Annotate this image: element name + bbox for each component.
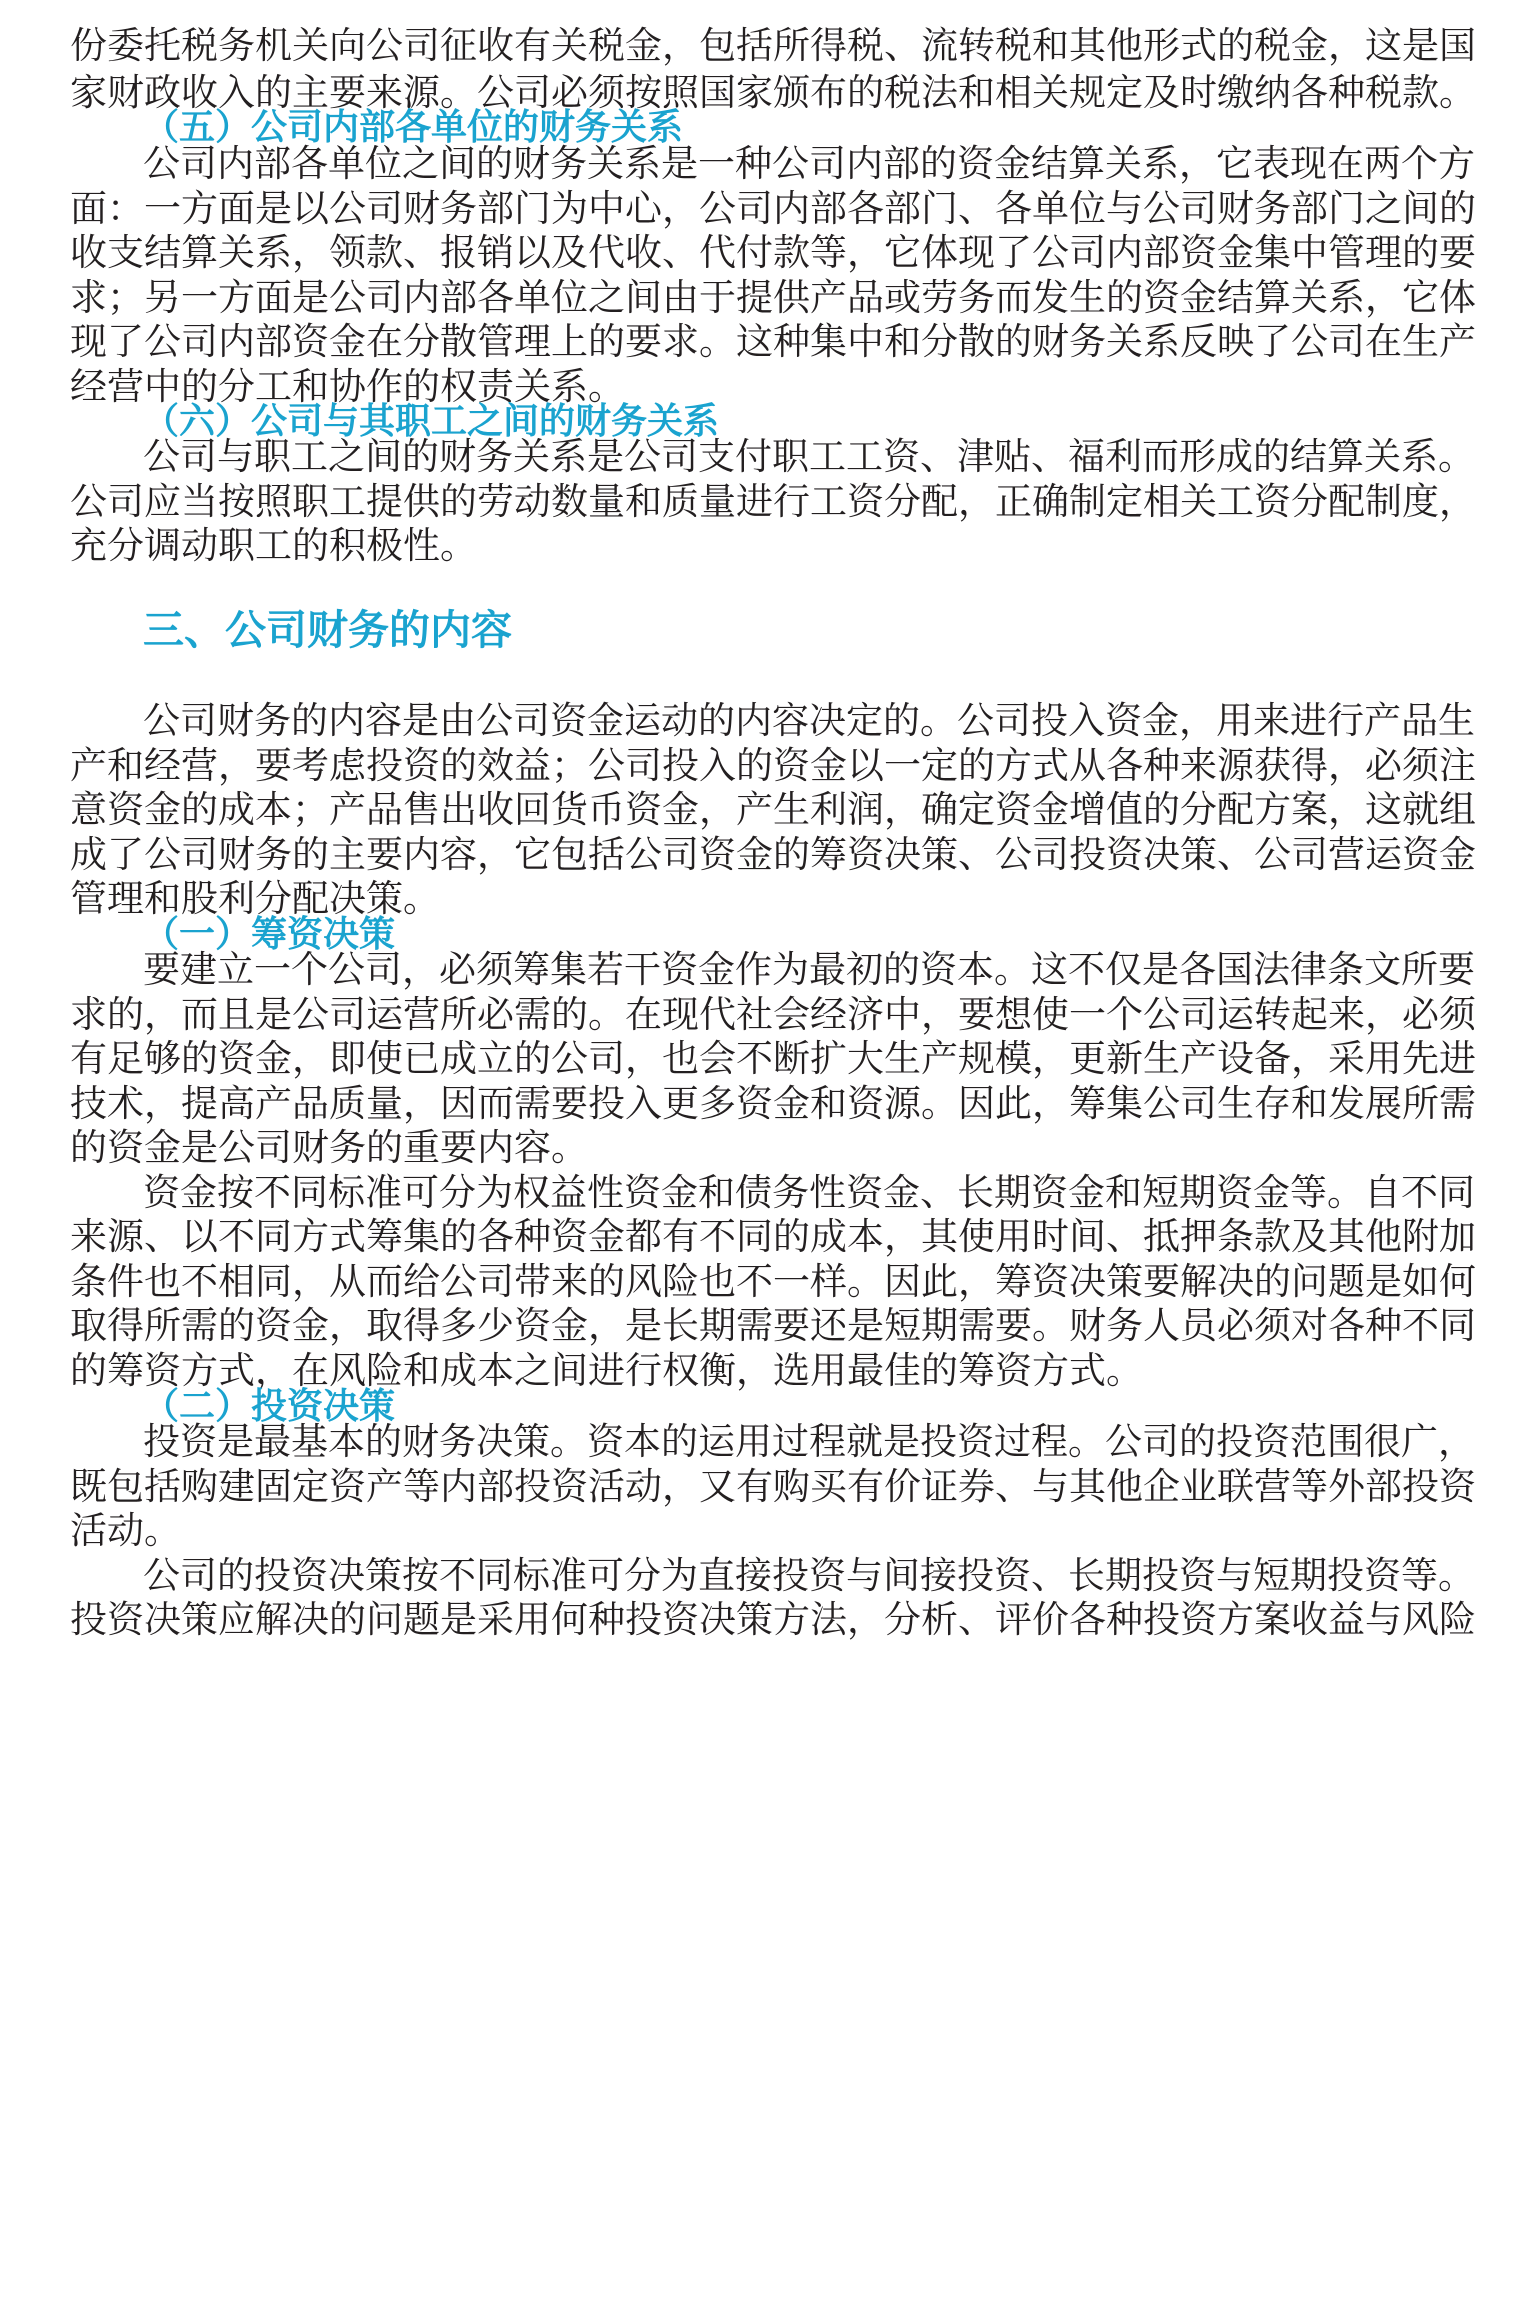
body-line: 公司内部各单位之间的财务关系是一种公司内部的资金结算关系，它表现在两个方 [143, 142, 1475, 185]
body-line: 家财政收入的主要来源。公司必须按照国家颁布的税法和相关规定及时缴纳各种税款。 [70, 71, 1476, 114]
body-line: 公司的投资决策按不同标准可分为直接投资与间接投资、长期投资与短期投资等。 [143, 1554, 1475, 1597]
body-line: 求；另一方面是公司内部各单位之间由于提供产品或劳务而发生的资金结算关系，它体 [70, 276, 1476, 319]
body-line: 取得所需的资金，取得多少资金，是长期需要还是短期需要。财务人员必须对各种不同 [70, 1304, 1476, 1347]
body-line: 份委托税务机关向公司征收有关税金，包括所得税、流转税和其他形式的税金，这是国 [70, 24, 1476, 67]
body-line: 管理和股利分配决策。 [70, 877, 440, 920]
subsection-heading: （六）公司与其职工之间的财务关系 [143, 400, 720, 442]
body-line: 既包括购建固定资产等内部投资活动，又有购买有价证券、与其他企业联营等外部投资 [70, 1465, 1476, 1508]
body-line: 要建立一个公司，必须筹集若干资金作为最初的资本。这不仅是各国法律条文所要 [143, 948, 1475, 991]
subsection-heading: （五）公司内部各单位的财务关系 [143, 106, 684, 148]
body-line: 技术，提高产品质量，因而需要投入更多资金和资源。因此，筹集公司生存和发展所需 [70, 1082, 1476, 1125]
body-line: 收支结算关系，领款、报销以及代收、代付款等，它体现了公司内部资金集中管理的要 [70, 231, 1476, 274]
body-line: 求的，而且是公司运营所必需的。在现代社会经济中，要想使一个公司运转起来，必须 [70, 993, 1476, 1036]
body-line: 有足够的资金，即使已成立的公司，也会不断扩大生产规模，更新生产设备，采用先进 [70, 1037, 1476, 1080]
body-line: 条件也不相同，从而给公司带来的风险也不一样。因此，筹资决策要解决的问题是如何 [70, 1260, 1476, 1303]
body-line: 公司与职工之间的财务关系是公司支付职工工资、津贴、福利而形成的结算关系。 [143, 435, 1475, 478]
section-title: 三、公司财务的内容 [143, 606, 512, 654]
subsection-heading: （二）投资决策 [143, 1385, 396, 1427]
body-line: 活动。 [70, 1509, 181, 1552]
body-line: 经营中的分工和协作的权责关系。 [70, 365, 625, 408]
body-line: 的资金是公司财务的重要内容。 [70, 1126, 588, 1169]
body-line: 投资决策应解决的问题是采用何种投资决策方法，分析、评价各种投资方案收益与风险 [70, 1598, 1476, 1641]
body-line: 意资金的成本；产品售出收回货币资金，产生利润，确定资金增值的分配方案，这就组 [70, 788, 1476, 831]
body-line: 现了公司内部资金在分散管理上的要求。这种集中和分散的财务关系反映了公司在生产 [70, 320, 1476, 363]
body-line: 产和经营，要考虑投资的效益；公司投入的资金以一定的方式从各种来源获得，必须注 [70, 744, 1476, 787]
subsection-heading: （一）筹资决策 [143, 913, 396, 955]
body-line: 投资是最基本的财务决策。资本的运用过程就是投资过程。公司的投资范围很广， [143, 1420, 1475, 1463]
body-line: 资金按不同标准可分为权益性资金和债务性资金、长期资金和短期资金等。自不同 [143, 1171, 1475, 1214]
body-line: 充分调动职工的积极性。 [70, 524, 477, 567]
body-line: 成了公司财务的主要内容，它包括公司资金的筹资决策、公司投资决策、公司营运资金 [70, 833, 1476, 876]
body-line: 公司应当按照职工提供的劳动数量和质量进行工资分配，正确制定相关工资分配制度， [70, 480, 1476, 523]
body-line: 来源、以不同方式筹集的各种资金都有不同的成本，其使用时间、抵押条款及其他附加 [70, 1215, 1476, 1258]
body-line: 面：一方面是以公司财务部门为中心，公司内部各部门、各单位与公司财务部门之间的 [70, 187, 1476, 230]
body-line: 的筹资方式，在风险和成本之间进行权衡，选用最佳的筹资方式。 [70, 1349, 1143, 1392]
body-line: 公司财务的内容是由公司资金运动的内容决定的。公司投入资金，用来进行产品生 [143, 699, 1475, 742]
